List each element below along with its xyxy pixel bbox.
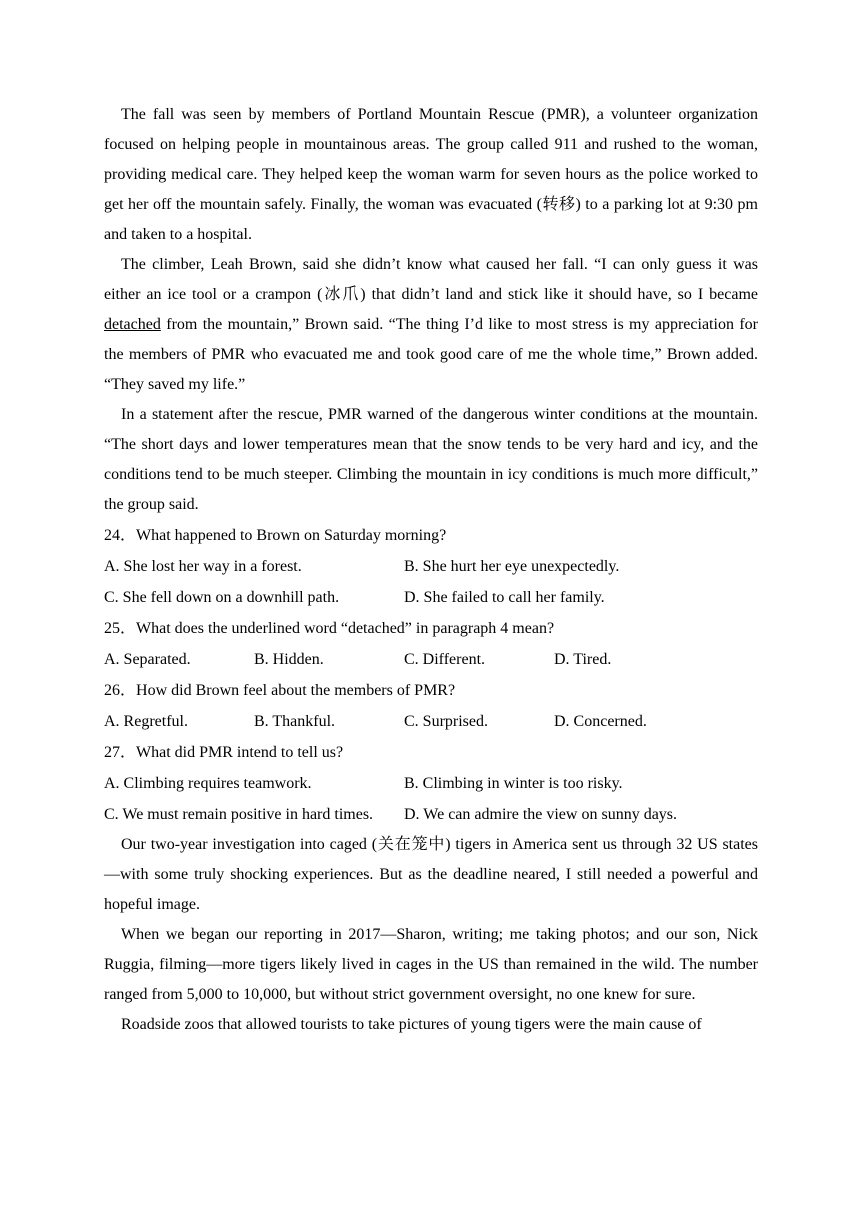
options-row	[104, 799, 758, 830]
paragraph-text-before: The climber, Leah Brown, said she didn’t know what caused her fall. “I can only guess it was either an ice tool or a crampon (冰爪) that didn’t land and stick like it should have, so I became	[104, 256, 758, 303]
question-25	[104, 613, 758, 644]
question-text: How did Brown feel about the members of PMR?	[136, 682, 456, 699]
question-number: 24．	[104, 527, 137, 544]
option-d: D. We can admire the view on sunny days.	[404, 806, 678, 823]
question-text: What does the underlined word “detached” in paragraph 4 mean?	[136, 620, 555, 637]
option-d: D. Tired.	[554, 651, 612, 668]
option-c: C. Different.	[404, 651, 486, 668]
paragraph-roadside-zoos: Roadside zoos that allowed tourists to take pictures of young tigers were the main cause of	[121, 1016, 702, 1033]
paragraph-tiger-investigation: Our two-year investigation into caged (关在笼中) tigers in America sent us through 32 US states—with some truly shocking experiences. But as the deadline neared, I still needed a powerful and hopeful image.	[104, 836, 758, 913]
options-row	[104, 644, 758, 675]
options-row	[104, 768, 758, 799]
option-d: D. She failed to call her family.	[404, 589, 605, 606]
question-number: 26．	[104, 682, 137, 699]
option-b: B. Thankful.	[254, 713, 336, 730]
option-a: A. Climbing requires teamwork.	[104, 775, 312, 792]
option-b: B. Climbing in winter is too risky.	[404, 775, 623, 792]
underlined-word-detached: detached	[104, 316, 161, 333]
question-number: 27．	[104, 744, 137, 761]
option-c: C. We must remain positive in hard times.	[104, 806, 374, 823]
question-26	[104, 675, 758, 706]
option-a: A. Separated.	[104, 651, 191, 668]
paragraph-leah-brown-quote	[104, 250, 758, 400]
paragraph-pmr-statement: In a statement after the rescue, PMR warned of the dangerous winter conditions at the mountain. “The short days and lower temperatures mean that the snow tends to be very hard and icy, and the conditions tend to be much steeper. Climbing the mountain in icy conditions is much more difficult,” the group said.	[104, 406, 758, 513]
question-27	[104, 737, 758, 768]
option-a: A. Regretful.	[104, 713, 188, 730]
option-c: C. Surprised.	[404, 713, 488, 730]
option-b: B. Hidden.	[254, 651, 324, 668]
option-a: A. She lost her way in a forest.	[104, 558, 302, 575]
question-24	[104, 520, 758, 551]
paragraph-text-after: from the mountain,” Brown said. “The thing I’d like to most stress is my appreciation for the members of PMR who evacuated me and took good care of me the whole time,” Brown added. “They saved my life.”	[104, 316, 758, 393]
paragraph-reporting-2017: When we began our reporting in 2017—Sharon, writing; me taking photos; and our son, Nick Ruggia, filming—more tigers likely lived in cages in the US than remained in the wild. The number ranged from 5,000 to 10,000, but without strict government oversight, no one knew for sure.	[104, 926, 758, 1003]
options-row	[104, 551, 758, 582]
option-c: C. She fell down on a downhill path.	[104, 589, 340, 606]
option-b: B. She hurt her eye unexpectedly.	[404, 558, 620, 575]
options-row	[104, 706, 758, 737]
option-d: D. Concerned.	[554, 713, 647, 730]
question-number: 25．	[104, 620, 137, 637]
question-text: What did PMR intend to tell us?	[136, 744, 344, 761]
question-text: What happened to Brown on Saturday morning?	[136, 527, 447, 544]
options-row	[104, 582, 758, 613]
page-content	[104, 100, 758, 1040]
paragraph-pmr-rescue: The fall was seen by members of Portland Mountain Rescue (PMR), a volunteer organization focused on helping people in mountainous areas. The group called 911 and rushed to the woman, providing medical care. They helped keep the woman warm for seven hours as the police worked to get her off the mountain safely. Finally, the woman was evacuated (转移) to a parking lot at 9:30 pm and taken to a hospital.	[104, 106, 758, 243]
